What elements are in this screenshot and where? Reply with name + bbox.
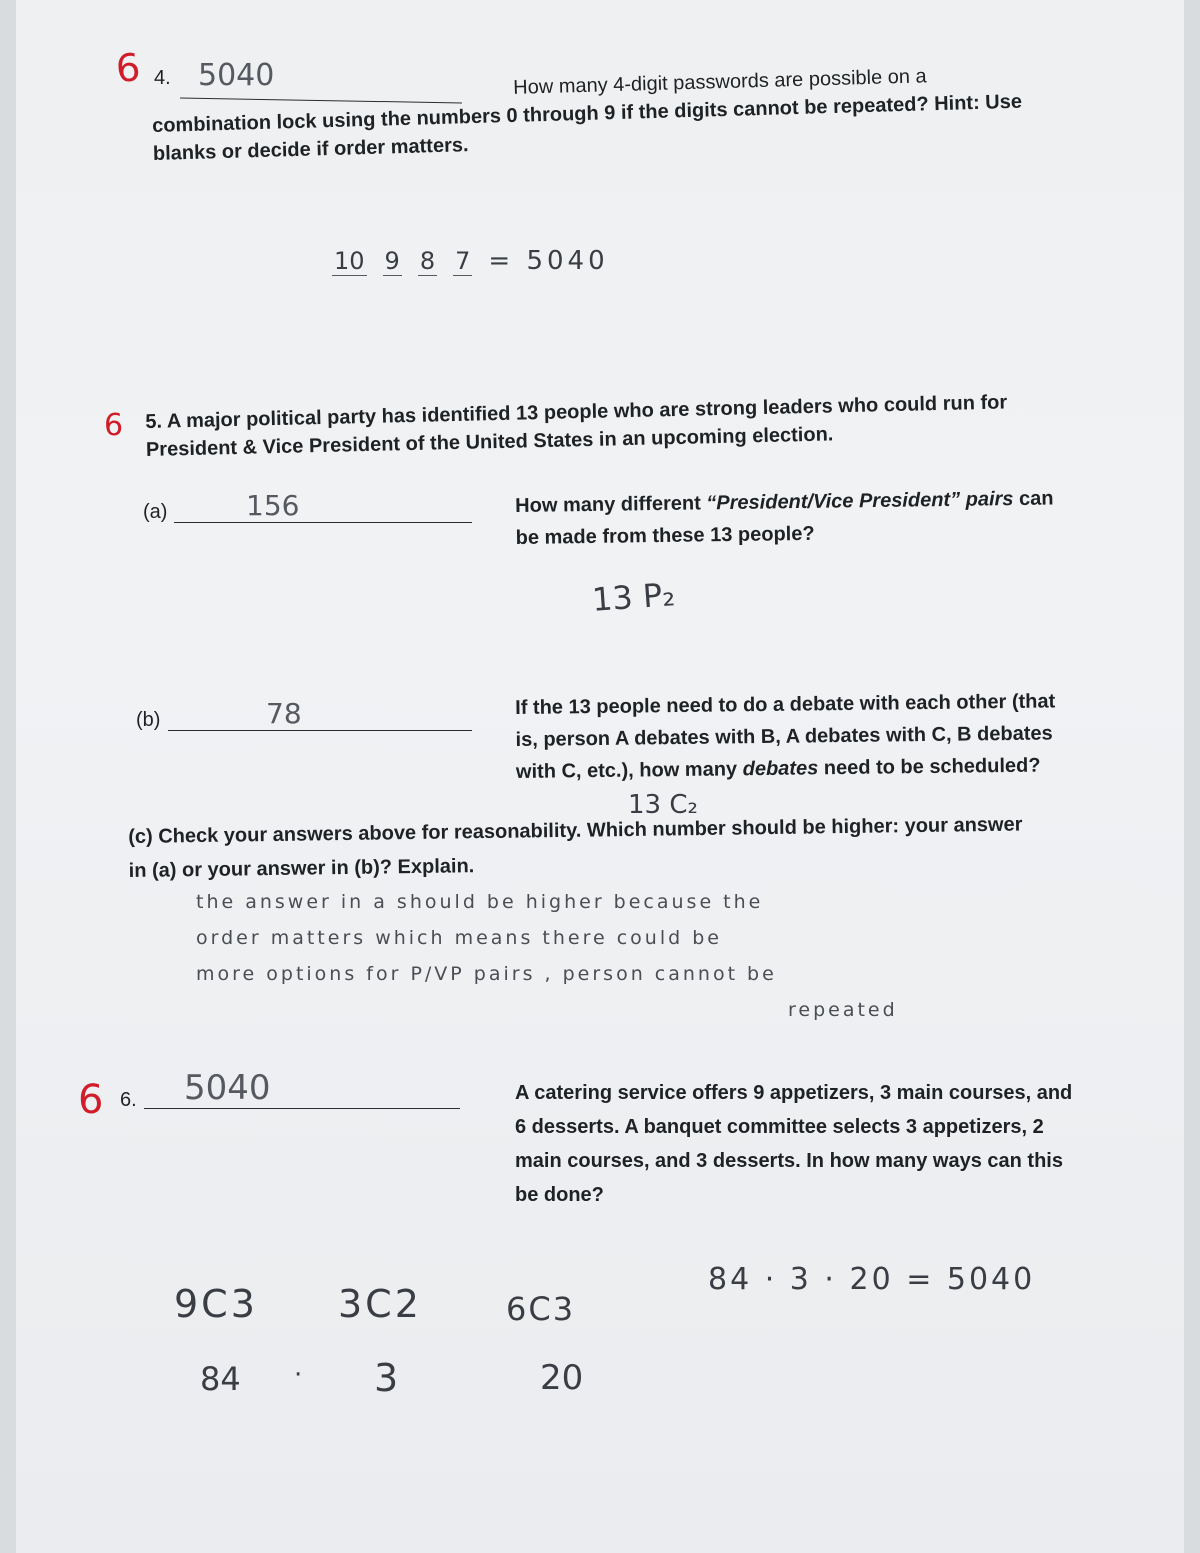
q4-prompt xyxy=(151,57,1113,168)
q6-work-value-3: 20 xyxy=(540,1358,584,1398)
q4-answer: 5040 xyxy=(198,58,275,93)
q5b-prompt-line3-c: need to be scheduled? xyxy=(818,754,1041,780)
q4-grade-mark: 6 xyxy=(113,44,143,92)
q5a-prompt-emphasis: “President/Vice President” pairs xyxy=(706,488,1014,515)
q5a-label: (a) xyxy=(143,501,168,523)
q6-prompt-line1: A catering service offers 9 appetizers, 3 main courses, and xyxy=(515,1082,1073,1104)
q5b-prompt-line3 xyxy=(516,748,1156,788)
q6-prompt-line4: be done? xyxy=(515,1184,604,1206)
q4-slot-4: 7 xyxy=(455,247,471,275)
q6-work-total: 84 · 3 · 20 = 5040 xyxy=(708,1262,1036,1297)
q5c-response-line1: the answer in a should be higher because the xyxy=(196,891,764,913)
q5c-prompt-line2: in (a) or your answer in (b)? Explain. xyxy=(128,855,475,882)
q5b-work: 13 C₂ xyxy=(628,790,698,820)
q5a-prompt-1: How many different xyxy=(515,492,707,517)
q4-slot-3: 8 xyxy=(419,247,436,275)
q6-number: 6. xyxy=(120,1089,137,1111)
q5c-prompt xyxy=(128,806,1149,888)
q5c-response xyxy=(196,884,1096,1028)
q5b-prompt-line2: is, person A debates with B, A debates with C, B debates xyxy=(515,722,1053,751)
q6-prompt-line2: 6 desserts. A banquet committee selects 3 appetizers, 2 xyxy=(515,1116,1044,1138)
q5c-response-line2: order matters which means there could be xyxy=(196,927,722,949)
q5c-response-line3: more options for P/VP pairs , person cannot be xyxy=(196,963,777,985)
q5-intro-line1: 5. A major political party has identified 13 people who are strong leaders who could run for xyxy=(145,391,1008,433)
q6-work-value-1: 84 xyxy=(200,1360,241,1398)
q4-work xyxy=(332,246,609,276)
q4-slot-2: 9 xyxy=(384,247,400,275)
q6-grade-mark: 6 xyxy=(78,1077,104,1123)
q5a-answer: 156 xyxy=(246,489,300,522)
q5a-answer-blank xyxy=(174,522,472,523)
q5c-prompt-line1: (c) Check your answers above for reasonability. Which number should be higher: your answer xyxy=(128,813,1023,848)
q6-answer: 5040 xyxy=(184,1068,271,1108)
q6-work-combination-2: 3C2 xyxy=(338,1282,422,1326)
q5a-prompt-3: can xyxy=(1013,487,1054,511)
q6-work-value-2: 3 xyxy=(374,1356,399,1400)
q4-prompt-line1: How many 4-digit passwords are possible on a xyxy=(512,65,927,99)
q5b-answer-blank xyxy=(168,730,472,731)
q5a-prompt xyxy=(515,481,1136,554)
q4-number: 4. xyxy=(154,67,171,89)
q5a-prompt-line2: be made from these 13 people? xyxy=(515,522,815,549)
q4-prompt-line2-a: combination lock using the numbers 0 through 9 if xyxy=(151,101,639,137)
q4-prompt-line3: blanks or decide if order matters. xyxy=(152,134,469,165)
q4-work-result: = 5040 xyxy=(488,246,609,276)
q4-prompt-line2-emphasis: the digits cannot be repeated? xyxy=(638,93,929,124)
q4-prompt-line2-c: Hint: Use xyxy=(928,90,1023,116)
q6-prompt xyxy=(515,1076,1165,1212)
q5b-answer: 78 xyxy=(266,697,302,730)
q6-work-combination-3: 6C3 xyxy=(506,1290,576,1328)
q5-intro-line2: President & Vice President of the United States in an upcoming election. xyxy=(145,423,834,461)
q4-slot-1: 10 xyxy=(334,247,365,275)
q5-intro xyxy=(145,386,1106,464)
q5b-label: (b) xyxy=(136,709,161,731)
worksheet-page xyxy=(16,0,1184,1553)
q5-grade-mark: 6 xyxy=(104,408,124,443)
q5b-prompt-line1: If the 13 people need to do a debate with each other (that xyxy=(515,690,1056,719)
q5a-work: 13 P₂ xyxy=(590,575,677,619)
q5b-prompt-emphasis: debates xyxy=(742,757,819,781)
q6-work-multiply-dot: · xyxy=(294,1360,303,1390)
q5b-prompt-line3-a: with C, etc.), how many xyxy=(515,758,743,783)
q5c-response-line4: repeated xyxy=(788,999,898,1021)
q6-answer-blank xyxy=(144,1108,460,1109)
q6-work-combination-1: 9C3 xyxy=(174,1282,258,1326)
q6-prompt-line3: main courses, and 3 desserts. In how many ways can this xyxy=(515,1150,1063,1172)
q5b-prompt xyxy=(515,684,1156,788)
